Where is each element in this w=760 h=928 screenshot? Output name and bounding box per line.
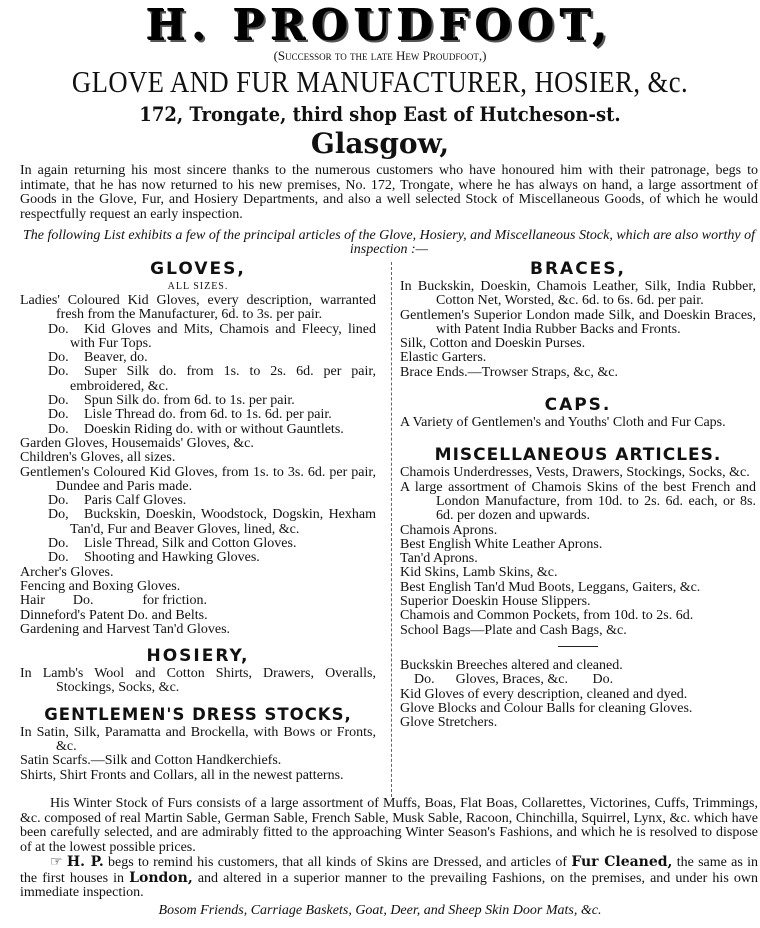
initials: H. P. — [66, 854, 104, 870]
gloves-item — [20, 609, 376, 623]
misc-item: Chamois Aprons. — [400, 522, 498, 538]
misc-item: Kid Skins, Lamb Skins, &c. — [400, 565, 558, 581]
gloves-item-text: Lisle Thread do. from 6d. to 1s. 6d. per pair. — [84, 407, 332, 423]
gloves-item-text: Kid Gloves and Mits, Chamois and Fleecy, lined with Fur Tops. — [70, 321, 380, 351]
gloves-item-text: Ladies' Coloured Kid Gloves, every description, warranted fresh from the Manufacturer, 6d. to 3s. per pair. — [20, 293, 380, 323]
service-item: Kid Gloves of every description, cleaned and dyed. — [400, 686, 688, 702]
misc-item: Best English Tan'd Mud Boots, Leggans, Gaiters, &c. — [400, 579, 701, 595]
address: 172, Trongate, third shop East of Hutcheson-st. — [139, 102, 621, 126]
misc-item: Superior Doeskin House Slippers. — [400, 594, 591, 610]
gloves-item — [20, 494, 376, 508]
right-column — [400, 258, 760, 731]
column-divider — [391, 262, 392, 797]
furs-section — [20, 797, 758, 901]
services-list — [400, 659, 756, 730]
ditto-prefix: Do. — [48, 407, 69, 423]
braces-item: Silk, Cotton and Doeskin Purses. — [400, 336, 586, 352]
furs-paragraph: His Winter Stock of Furs consists of a large assortment of Muffs, Boas, Flat Boas, Collarettes, Victorines, Cuffs, Trimmings, &c. composed of real Martin Sable, German Sable, French Sable, Musk Sable, Racoon, Chinchilla, Squirrel, Lynx, &c. which have been carefully selected, and are admirably fitted to the approaching Winter Season's Fashions, and which he is resolved to dispose of at the lowest possible prices. — [20, 796, 758, 855]
braces-item: In Buckskin, Doeskin, Chamois Leather, Silk, India Rubber, Cotton Net, Worsted, &c. 6d. to 6s. 6d. per pair. — [400, 279, 756, 309]
gloves-item-text: Shooting and Hawking Gloves. — [84, 550, 260, 566]
gloves-item-text: Buckskin, Doeskin, Woodstock, Dogskin, Hexham Tan'd, Fur and Beaver Gloves, lined, &c. — [70, 507, 380, 537]
braces-item: Gentlemen's Superior London made Silk, and Doeskin Braces, with Patent India Rubber Backs and Fronts. — [400, 307, 756, 337]
successor-note: (Successor to the late Hew Proudfoot,) — [273, 48, 487, 63]
caps-heading: CAPS. — [544, 395, 612, 416]
gloves-item-text: Children's Gloves, all sizes. — [20, 450, 176, 466]
gloves-item — [20, 293, 380, 323]
ditto-prefix: Do. — [48, 350, 69, 366]
intro-paragraph: In again returning his most sincere thanks to the numerous customers who have honoured him with their patronage, begs to intimate, that he has now returned to his new premises, No. 172, Trongate, where he has always on hand, a large assortment of Goods in the Glove, Fur, and Hosiery Departments, and also a well selected Stock of Miscellaneous Goods, of which he would respectfully request an early inspection. — [20, 163, 758, 222]
city: Glasgow, — [310, 127, 450, 160]
gloves-item-text: Gardening and Harvest Tan'd Gloves. — [20, 621, 231, 637]
ditto-prefix: Do. — [48, 550, 69, 566]
notice-text: and altered in a superior manner to the prevailing Fashions, on the premises, and under his own immediate inspection. — [20, 870, 759, 900]
misc-heading: MISCELLANEOUS ARTICLES. — [434, 445, 722, 466]
gloves-subheading: ALL SIZES. — [167, 281, 229, 292]
hosiery-heading: HOSIERY, — [146, 646, 250, 667]
gloves-item — [20, 464, 380, 495]
section-rule — [558, 646, 598, 647]
ditto-prefix: Do. — [48, 393, 69, 409]
stocks-item: In Satin, Silk, Paramatta and Brockella, with Bows or Fronts, &c. — [20, 724, 376, 755]
gloves-item — [20, 594, 376, 608]
left-column — [20, 258, 380, 783]
caps-item: A Variety of Gentlemen's and Youths' Cloth and Fur Caps. — [400, 415, 726, 431]
stocks-item: Satin Scarfs.—Silk and Cotton Handkerchiefs. — [20, 753, 282, 769]
gloves-item — [20, 580, 376, 594]
gloves-item — [20, 394, 376, 408]
gloves-item-text: Gentlemen's Coloured Kid Gloves, from 1s. to 3s. 6d. per pair, Dundee and Paris made. — [20, 464, 380, 494]
misc-item: School Bags—Plate and Cash Bags, &c. — [400, 622, 627, 638]
gloves-item — [20, 364, 380, 394]
gloves-item-text: Doeskin Riding do. with or without Gauntlets. — [84, 421, 344, 437]
gloves-item — [20, 537, 376, 551]
door-mats-line: Bosom Friends, Carriage Baskets, Goat, Deer, and Sheep Skin Door Mats, &c. — [158, 903, 602, 918]
braces-item: Brace Ends.—Trowser Straps, &c, &c. — [400, 364, 619, 380]
misc-item: A large assortment of Chamois Skins of the best French and London Manufacture, from 10d. to 2s. 6d. each, or 8s. 6d. per dozen and upwards. — [400, 479, 760, 524]
gloves-item-text: Dinneford's Patent Do. and Belts. — [20, 607, 208, 623]
ditto-prefix: Do. — [48, 421, 69, 437]
gloves-heading: GLOVES, — [150, 259, 246, 279]
service-item: Glove Blocks and Colour Balls for cleaning Gloves. — [400, 700, 693, 716]
ditto-prefix: Do. — [48, 493, 69, 509]
notice-bold: Fur Cleaned, — [571, 854, 673, 870]
notice-bold: London, — [129, 869, 193, 886]
gloves-item — [20, 423, 376, 437]
gloves-item-text: Archer's Gloves. — [20, 564, 114, 580]
gloves-item-text: Fencing and Boxing Gloves. — [20, 578, 181, 594]
gloves-item-text: Beaver, do. — [84, 350, 148, 366]
stocks-item: Shirts, Shirt Fronts and Collars, all in the newest patterns. — [20, 767, 344, 783]
misc-item: Tan'd Aprons. — [400, 551, 478, 567]
gloves-item — [20, 551, 376, 565]
braces-item: Elastic Garters. — [400, 350, 487, 366]
service-item: Do. Gloves, Braces, &c. Do. — [400, 672, 614, 688]
gloves-item — [20, 507, 380, 537]
gloves-item — [20, 451, 376, 465]
misc-item: Chamois Underdresses, Vests, Drawers, Stockings, Socks, &c. — [400, 465, 750, 481]
gloves-list — [20, 293, 380, 637]
gloves-item-text: Super Silk do. from 1s. to 2s. 6d. per pair, embroidered, &c. — [70, 364, 380, 394]
misc-item: Chamois and Common Pockets, from 10d. to 2s. 6d. — [400, 608, 694, 624]
gloves-item-text: Garden Gloves, Housemaids' Gloves, &c. — [20, 435, 254, 451]
gloves-item — [20, 321, 380, 352]
notice-text: begs to remind his customers, that all kinds of Skins are Dressed, and articles of — [103, 855, 572, 870]
ditto-prefix: Do. — [48, 536, 69, 552]
gloves-item — [20, 566, 376, 580]
service-item: Buckskin Breeches altered and cleaned. — [400, 657, 623, 673]
notice-paragraph — [20, 855, 758, 901]
service-item: Glove Stretchers. — [400, 715, 498, 731]
notice-text: the same as in the first houses in — [20, 855, 759, 886]
stocks-heading: GENTLEMEN'S DRESS STOCKS, — [44, 704, 352, 724]
ditto-prefix: Do. — [48, 364, 69, 380]
ditto-prefix: Do. — [48, 321, 69, 337]
misc-list — [400, 465, 760, 638]
shop-name-title: H. PROUDFOOT, — [146, 1, 614, 50]
gloves-item — [20, 437, 376, 451]
trade-heading: GLOVE AND FUR MANUFACTURER, HOSIER, &c. — [71, 64, 689, 99]
gloves-item — [20, 351, 376, 365]
hosiery-item: In Lamb's Wool and Cotton Shirts, Drawers, Overalls, Stockings, Socks, &c. — [20, 666, 376, 696]
pointing-hand-icon: ☞ — [50, 855, 63, 870]
gloves-item-text: Spun Silk do. from 6d. to 1s. per pair. — [84, 393, 295, 409]
gloves-item-text: Lisle Thread, Silk and Cotton Gloves. — [84, 536, 297, 552]
braces-heading: BRACES, — [530, 259, 626, 279]
gloves-item — [20, 408, 376, 422]
gloves-item-text: Paris Calf Gloves. — [84, 493, 187, 509]
gloves-item — [20, 623, 376, 637]
ditto-prefix: Do, — [48, 507, 69, 523]
misc-item: Best English White Leather Aprons. — [400, 536, 603, 552]
list-note: The following List exhibits a few of the principal articles of the Glove, Hosiery, and Miscellaneous Stock, which are also worthy of inspection :— — [22, 228, 756, 257]
gloves-item-text: Hair Do. for friction. — [20, 593, 208, 609]
